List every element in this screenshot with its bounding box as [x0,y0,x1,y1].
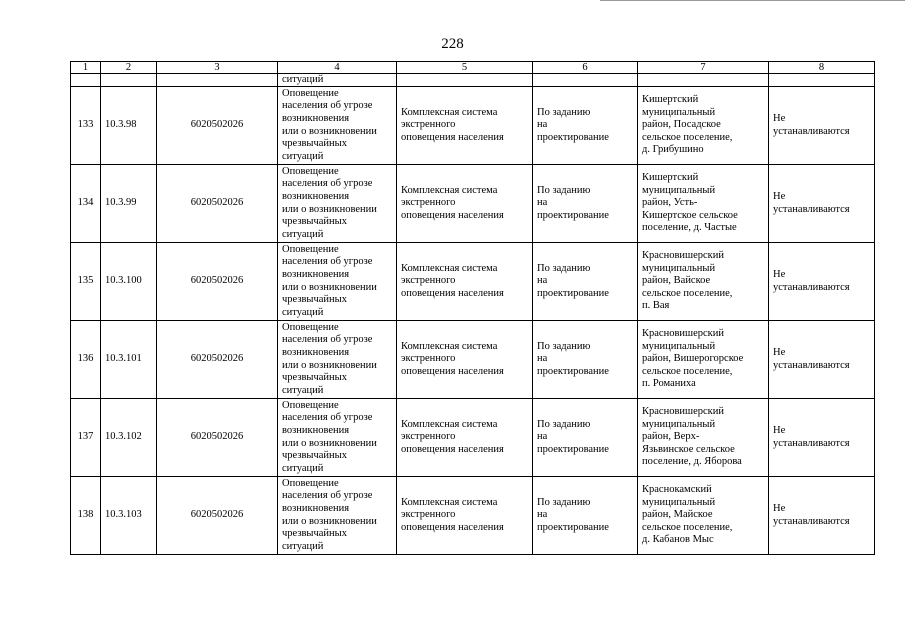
table-row [71,321,875,399]
page-number: 228 [441,36,464,52]
code-cell: 10.3.101 [101,321,157,399]
cell-line: проектирование [537,131,609,143]
column-number: 4 [278,62,397,74]
cell-line: Оповещение [282,243,339,255]
cell-line: муниципальный [642,340,716,352]
cell-line: возникновения [282,424,350,436]
code-cell: 10.3.99 [101,165,157,243]
status-cell [769,243,875,321]
cell-line: Комплексная система [401,184,498,196]
cell-line: экстренного [401,509,456,521]
cell-line: поселение, д. Яборова [642,456,742,468]
column-number: 6 [533,62,638,74]
code-cell: 10.3.100 [101,243,157,321]
cell-line: экстренного [401,119,456,131]
kbk-cell: 6020502026 [157,477,278,555]
cell-line: Не [773,424,786,436]
basis-cell [533,399,638,477]
cell-line: чрезвычайных [282,138,347,150]
cell-line: муниципальный [642,262,716,274]
cell-line: чрезвычайных [282,216,347,228]
cell-line: Красновишерский [642,328,725,340]
cell-line: населения об угрозе [282,100,373,112]
cell-line: возникновения [282,268,350,280]
cell-line: сельское поселение, [642,131,733,143]
status-cell [769,87,875,165]
cell-line: Краснокамский [642,484,712,496]
cell-line: населения об угрозе [282,334,373,346]
system-cell [397,87,533,165]
cell-line: ситуаций [282,540,324,552]
cell-line: экстренного [401,197,456,209]
table-row [71,87,875,165]
cell-line: район, Майское [642,509,713,521]
table-row [71,399,875,477]
cell-line: или о возникновении [282,359,377,371]
cell-line: оповещения населения [401,521,504,533]
cell-line: Комплексная система [401,106,498,118]
location-cell [638,321,769,399]
cell-line: сельское поселение, [642,365,733,377]
continued-text: ситуаций [278,74,397,87]
cell-line: Оповещение [282,399,339,411]
cell-line: на [537,119,548,131]
status-cell [769,399,875,477]
purpose-cell [278,321,397,399]
cell-line: п. Романиха [642,378,696,390]
status-cell [769,321,875,399]
cell-line: населения об угрозе [282,178,373,190]
column-number: 5 [397,62,533,74]
row-number-cell: 135 [71,243,101,321]
cell-line: проектирование [537,521,609,533]
cell-line: По заданию [537,496,591,508]
basis-cell [533,87,638,165]
document-table [70,61,875,555]
cell-line: или о возникновении [282,203,377,215]
row-number-cell: 137 [71,399,101,477]
cell-line: район, Вишерогорское [642,353,744,365]
cell-line: на [537,353,548,365]
cell-line: ситуаций [282,228,324,240]
cell-line: устанавливаются [773,125,850,137]
code-cell: 10.3.102 [101,399,157,477]
cell-line: Оповещение [282,321,339,333]
status-cell [769,477,875,555]
column-number: 8 [769,62,875,74]
cell-line: Кишертское сельское [642,209,738,221]
system-cell [397,399,533,477]
cell-line: Язьвинское сельское [642,443,735,455]
table-row [71,165,875,243]
cell-line: на [537,431,548,443]
cell-line: ситуаций [282,150,324,162]
cell-line: По заданию [537,184,591,196]
kbk-cell: 6020502026 [157,243,278,321]
cell-line: д. Кабанов Мыс [642,534,714,546]
column-number: 7 [638,62,769,74]
cell-line: район, Усть- [642,197,698,209]
cell-line: оповещения населения [401,209,504,221]
cell-line: проектирование [537,443,609,455]
basis-cell [533,321,638,399]
cell-line: на [537,275,548,287]
cell-line: муниципальный [642,106,716,118]
cell-line: Комплексная система [401,340,498,352]
system-cell [397,243,533,321]
cell-line: Не [773,346,786,358]
location-cell [638,165,769,243]
cell-line: Не [773,190,786,202]
code-cell: 10.3.98 [101,87,157,165]
cell-line: По заданию [537,262,591,274]
cell-line: на [537,197,548,209]
cell-line: оповещения населения [401,365,504,377]
table-row [71,477,875,555]
cell-line: возникновения [282,190,350,202]
cell-line: район, Верх- [642,431,700,443]
cell-line: муниципальный [642,496,716,508]
cell-line: или о возникновении [282,515,377,527]
purpose-cell [278,399,397,477]
cell-line: или о возникновении [282,437,377,449]
cell-line: муниципальный [642,184,716,196]
cell-line: сельское поселение, [642,521,733,533]
cell-line: п. Вая [642,300,670,312]
cell-line: район, Посадское [642,119,721,131]
cell-line: д. Грибушино [642,144,704,156]
basis-cell [533,243,638,321]
system-cell [397,321,533,399]
cell-line: чрезвычайных [282,372,347,384]
cell-line: устанавливаются [773,437,850,449]
purpose-cell [278,243,397,321]
kbk-cell: 6020502026 [157,87,278,165]
cell-line: Не [773,112,786,124]
kbk-cell: 6020502026 [157,399,278,477]
system-cell [397,165,533,243]
purpose-cell [278,87,397,165]
cell-line: Оповещение [282,477,339,489]
cell-line: район, Вайское [642,275,711,287]
cell-line: проектирование [537,209,609,221]
code-cell: 10.3.103 [101,477,157,555]
top-rule [600,0,905,2]
cell-line: возникновения [282,502,350,514]
cell-line: Комплексная система [401,262,498,274]
status-cell [769,165,875,243]
cell-line: проектирование [537,365,609,377]
cell-line: Комплексная система [401,418,498,430]
cell-line: устанавливаются [773,281,850,293]
cell-line: оповещения населения [401,443,504,455]
kbk-cell: 6020502026 [157,321,278,399]
row-number-cell: 134 [71,165,101,243]
cell-line: оповещения населения [401,287,504,299]
basis-cell [533,165,638,243]
column-number-row [71,62,875,74]
cell-line: на [537,509,548,521]
cell-line: чрезвычайных [282,450,347,462]
column-number: 3 [157,62,278,74]
continuation-row [71,74,875,87]
cell-line: устанавливаются [773,359,850,371]
kbk-cell: 6020502026 [157,165,278,243]
cell-line: По заданию [537,340,591,352]
cell-line: ситуаций [282,306,324,318]
purpose-cell [278,477,397,555]
cell-line: возникновения [282,112,350,124]
cell-line: чрезвычайных [282,294,347,306]
cell-line: Кишертский [642,172,699,184]
cell-line: Кишертский [642,94,699,106]
cell-line: населения об угрозе [282,490,373,502]
cell-line: возникновения [282,346,350,358]
cell-line: Не [773,502,786,514]
cell-line: Комплексная система [401,496,498,508]
cell-line: экстренного [401,275,456,287]
cell-line: Красновишерский [642,406,725,418]
cell-line: оповещения населения [401,131,504,143]
cell-line: Оповещение [282,87,339,99]
cell-line: По заданию [537,418,591,430]
location-cell [638,243,769,321]
row-number-cell: 133 [71,87,101,165]
cell-line: населения об угрозе [282,256,373,268]
cell-line: Красновишерский [642,250,725,262]
cell-line: или о возникновении [282,281,377,293]
row-number-cell: 138 [71,477,101,555]
basis-cell [533,477,638,555]
cell-line: Не [773,268,786,280]
cell-line: устанавливаются [773,203,850,215]
column-number: 2 [101,62,157,74]
cell-line: сельское поселение, [642,287,733,299]
system-cell [397,477,533,555]
location-cell [638,399,769,477]
cell-line: муниципальный [642,418,716,430]
row-number-cell: 136 [71,321,101,399]
cell-line: По заданию [537,106,591,118]
location-cell [638,477,769,555]
purpose-cell [278,165,397,243]
cell-line: или о возникновении [282,125,377,137]
cell-line: чрезвычайных [282,528,347,540]
cell-line: экстренного [401,431,456,443]
cell-line: поселение, д. Частые [642,222,737,234]
cell-line: ситуаций [282,384,324,396]
cell-line: экстренного [401,353,456,365]
table-row [71,243,875,321]
cell-line: проектирование [537,287,609,299]
cell-line: устанавливаются [773,515,850,527]
cell-line: Оповещение [282,165,339,177]
cell-line: населения об угрозе [282,412,373,424]
cell-line: ситуаций [282,462,324,474]
column-number: 1 [71,62,101,74]
location-cell [638,87,769,165]
